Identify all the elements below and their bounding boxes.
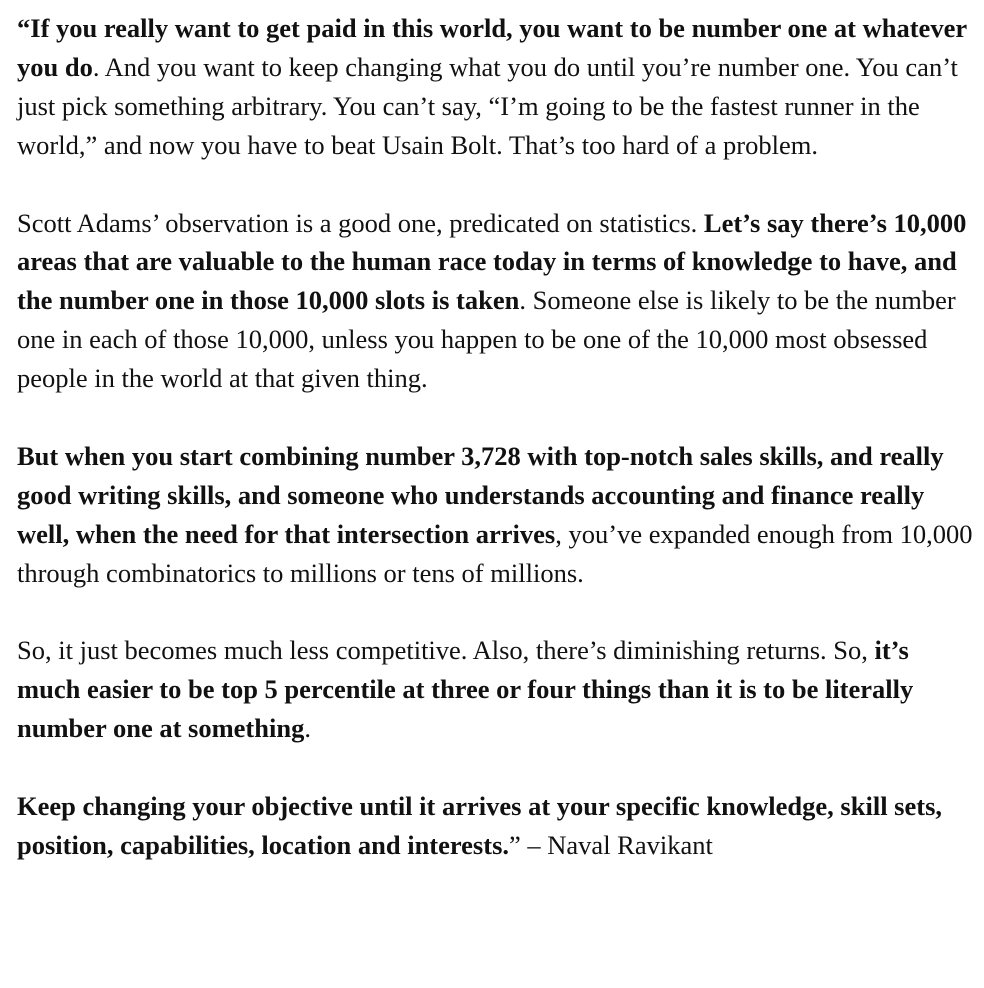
body-text: , you’ve expanded enough from 10,000 through combinatorics to millions or tens of millions.: [17, 518, 973, 588]
bold-text: it’s much easier to be top 5 percentile at three or four things than it is to be literally number one at something: [17, 635, 914, 744]
body-text: . Someone else is likely to be the number one in each of those 10,000, unless you happen to be one of the 10,000 most obsessed people in the world at that given thing.: [17, 285, 956, 394]
paragraph-4: [17, 631, 974, 748]
paragraph-5: [17, 787, 974, 865]
bold-text: “If you really want to get paid in this world, you want to be number one at whatever you do: [17, 13, 967, 82]
bold-text: Keep changing your objective until it arrives at your specific knowledge, skill sets, position, capabilities, location and interests.: [17, 791, 943, 860]
bold-text: Let’s say there’s 10,000 areas that are valuable to the human race today in terms of knowledge to have, and the number one in those 10,000 slots is taken: [17, 207, 967, 316]
body-text: .: [304, 713, 311, 744]
paragraph-2: [17, 204, 974, 399]
attribution-text: ” – Naval Ravikant: [509, 829, 713, 860]
bold-text: But when you start combining number 3,728 with top-notch sales skills, and really good writing skills, and someone who understands accounting and finance really well, when the need for that intersection arrives: [17, 440, 944, 549]
body-text: So, it just becomes much less competitive. Also, there’s diminishing returns. So,: [17, 635, 875, 666]
paragraph-1: [17, 9, 974, 165]
body-text: Scott Adams’ observation is a good one, predicated on statistics.: [17, 207, 704, 238]
body-text: . And you want to keep changing what you do until you’re number one. You can’t just pick something arbitrary. You can’t say, “I’m going to be the fastest runner in the world,” and now you have to beat Usain Bolt. That’s too hard of a problem.: [17, 51, 958, 160]
paragraph-3: [17, 437, 974, 593]
